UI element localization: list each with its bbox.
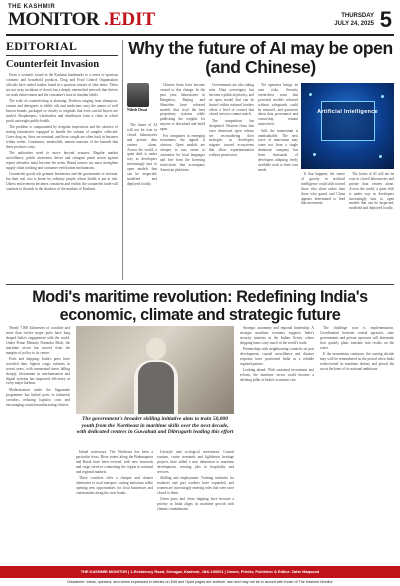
- editorial-column: [6, 39, 118, 282]
- lead-paragraph: Skilling and employment: Training institutes for seafarers and port workers have expanded, and women are increasingly entering roles that were once closed to them.: [157, 476, 234, 495]
- ai-node: [309, 93, 312, 96]
- editorial-paragraph: The authorities need to move beyond seizures. Regular market surveillance, public awareness drives and stringent penal action against repeat offenders must become the norm. Brand owners too must strengthen supply chain tracking and consumer verification mechanisms.: [6, 151, 118, 170]
- lead-paragraph: Ports and shipping: India's ports have recorded their highest cargo volumes in recent years, with turnaround times falling sharply. Investment in mechanisation and digital systems has improved efficiency at every major harbour.: [6, 356, 70, 386]
- opinion-paragraph: Still, the momentum is unmistakable. The next wave of innovation may come not from a single dominant company but from thousands of developers adapting freely available tools to their own needs.: [258, 128, 298, 172]
- masthead-rule: [6, 34, 394, 36]
- masthead-date: [334, 12, 374, 28]
- ai-node: [313, 153, 316, 156]
- editorial-body: [6, 73, 118, 192]
- photo-person-head: [146, 338, 166, 360]
- opinion-paragraph: The future of AI will not be won in closed laboratories and private data centres alone. Across the world, a quiet shift is under way as developers increasingly turn to open models that can be inspected, modified and deployed locally.: [349, 172, 394, 211]
- lead-paragraph: Strategic autonomy and regional leadership: A stronger maritime economy supports India's security interests in the Indian Ocean, where shipping lanes carry much of the world's trade.: [240, 326, 314, 345]
- opinion-article: [127, 39, 394, 282]
- lead-headline: Modi's maritime revolution: Redefining India's economic, climate and strategic future: [32, 288, 368, 324]
- page-number: 5: [379, 7, 392, 32]
- opinion-paragraph: Yet openness brings its own risks. Security researchers warn that powerful models released without safeguards could be misused, and questions about data provenance and censorship remain unresolved.: [258, 83, 298, 127]
- lead-paragraph: If the momentum continues, the coming decade may well be remembered as the period when India rediscovered its maritime destiny and placed the sea at the heart of its national ambitions.: [320, 352, 394, 371]
- lead-photo: [76, 326, 234, 414]
- opinion-column-3: [258, 83, 298, 278]
- author-photo: [127, 83, 149, 107]
- photo-person-vest: [138, 362, 174, 414]
- lead-column-5: [320, 326, 394, 566]
- lead-paragraph: These corridors offer a cheaper and cleaner alternative to road transport, cutting emissions while opening new opportunities for local businesses and communities along the river banks.: [76, 476, 153, 495]
- opinion-paragraph: The future of AI will not be won in closed laboratories and private data centres alone. Across the world, a quiet shift is under way as developers increasingly turn to open models that can be inspected, modified and deployed locally.: [127, 123, 157, 186]
- lead-paragraph: Lifestyle and ecological investment: Coastal tourism, cruise terminals and lighthouse heritage projects have added a new dimension to maritime development, creating jobs in hospitality and services.: [157, 450, 234, 474]
- author-box: [127, 83, 157, 121]
- lead-paragraph: Inland waterways: The Northeast has been a particular focus. River routes along the Brahmaputra and Barak have been revived, with new terminals and cargo services connecting the region to national and regional markets.: [76, 450, 153, 474]
- editorial-paragraph: The problem is compounded by irregular inspections and the absence of testing laboratories equipped to handle the volume of samples collected. Cases drag on, fines are nominal, and those caught are often back in business within weeks. Consumers, meanwhile, remain unaware of the hazards that these products carry.: [6, 125, 118, 149]
- lead-paragraph: Green ports and clean shipping have become a priority as India aligns its maritime growth with climate commitments.: [157, 497, 234, 511]
- ai-node: [381, 95, 384, 98]
- section-divider: [6, 284, 394, 285]
- opinion-headline: Why the future of AI may be open (and Chinese): [128, 38, 393, 77]
- photo-person: [132, 332, 180, 414]
- editorial-heading: EDITORIAL: [6, 39, 118, 56]
- lead-photo-caption: The government's broader skilling initiative aims to train 50,000 youth from the Northeast in maritime skills over the next decade, with dedicated centres in Guwahati and Dibrugarh leading this effort: [76, 416, 234, 435]
- lead-paragraph: Modernisation under the Sagarmala programme has linked ports to industrial corridors, reducing logistics costs and encouraging coastal manufacturing clusters.: [6, 387, 70, 407]
- masthead-title: MONITOR: [8, 9, 100, 30]
- lead-column-2: [76, 450, 153, 566]
- opinion-column-1: [160, 83, 205, 278]
- masthead-day: THURSDAY: [341, 13, 374, 19]
- footer-disclaimer: Disclaimer: Ideas, opinions, and views expressed in articles on Edit and Oped pages are authors' own and may not be in accord with those of The Kashmir Monitor: [67, 580, 333, 584]
- column-divider: [122, 40, 123, 280]
- lead-column-4: [240, 326, 314, 566]
- editorial-paragraph: Counterfeit goods rob genuine businesses and the government of revenue, but their real cost is borne by ordinary people whose health is put at risk. Unless enforcement becomes consistent and visible, the counterfeit trade will continue to flourish in the shadows of the markets of Kashmir.: [6, 172, 118, 191]
- editorial-paragraph: The scale of counterfeiting is alarming. Products ranging from shampoos, creams and detergents to edible oils and medicines carry the names of well known brands, packaged so closely to originals that even careful buyers are misled. Shopkeepers, wholesalers and distributors form a chain in which profit outweighs public health.: [6, 99, 118, 123]
- opinion-paragraph: For companies in emerging economies, the appeal is obvious. Open models are cheaper to run, easier to customise for local languages and free from the licensing restrictions that accompany American platforms.: [160, 133, 205, 172]
- masthead: [6, 4, 394, 34]
- author-name: Nilesh Desai: [127, 108, 147, 112]
- editorial-title: Counterfeit Invasion: [6, 59, 100, 70]
- opinion-paragraph: Governments are also taking note. Data sovereignty has become a political priority, and an open model that can be hosted within national borders offers a level of control that closed services cannot match.: [209, 83, 254, 117]
- opinion-column-2: [209, 83, 254, 278]
- ai-illustration-text: Artificial Intelligence: [317, 109, 378, 115]
- lead-column-3: [157, 450, 234, 566]
- opinion-paragraph: Chinese firms have become central to this change. In the past year, laboratories in Hangzhou, Beijing and Shenzhen have released models that rival the best proprietary systems while publishing the weights for anyone to download and build upon.: [160, 83, 205, 132]
- lead-paragraph: The challenge now is implementation. Coordination between central agencies, state governments and private operators will determine how quickly plans translate into results on the water.: [320, 326, 394, 350]
- lead-paragraph: Nearly 7,000 kilometres of coastline and more than twelve major ports have long shaped India's engagement with the world. Under Prime Minister Narendra Modi, the maritime sector has moved from the margins of policy to its centre.: [6, 326, 70, 355]
- editorial-paragraph: From a cosmetic found in the Kashmir bandmarks to a series of spurious cosmetic and household products, Drug and Food Control Organisation officials have raided traders found in a spurious seizure of fake items. These are not stray incidents of deceit but a deeply entrenched network that thrives on weak enforcement and the consumer's trust in familiar labels.: [6, 73, 118, 97]
- opinion-column-1a: [127, 123, 157, 278]
- ai-illustration: [301, 83, 394, 169]
- masthead-the: THE KASHMIR: [8, 4, 56, 10]
- opinion-column-5: [349, 172, 394, 278]
- ai-node: [379, 155, 382, 158]
- opinion-column-4: [301, 172, 345, 278]
- masthead-section: .EDIT: [104, 9, 156, 30]
- footer-address: THE KASHMIR MONITOR | 1-Residency Road, Srinagar, Kashmir, J&K-190001 | Owner, Printer, Publisher & Editor: Zafar Maqsood: [0, 566, 400, 578]
- masthead-date-text: JULY 24, 2025: [334, 21, 374, 27]
- lead-paragraph: Looking ahead: With sustained investment and reform, the maritime sector could become a defining pillar of India's economic rise.: [240, 368, 314, 383]
- lead-column-1: [6, 326, 70, 566]
- opinion-paragraph: If that happens, the centre of gravity in artificial intelligence could shift toward those who share rather than those who guard, and China appears determined to lead that movement.: [301, 172, 345, 206]
- lead-paragraph: Partnerships with neighbouring countries on port development, coastal surveillance and disaster response have positioned India as a reliable regional partner.: [240, 347, 314, 366]
- ai-chip-graphic: [321, 101, 375, 141]
- opinion-paragraph: The competition has sharpened. Western firms that once dismissed open release are reconsidering their strategies as developers migrate toward ecosystems that allow experimentation without permission.: [209, 118, 254, 158]
